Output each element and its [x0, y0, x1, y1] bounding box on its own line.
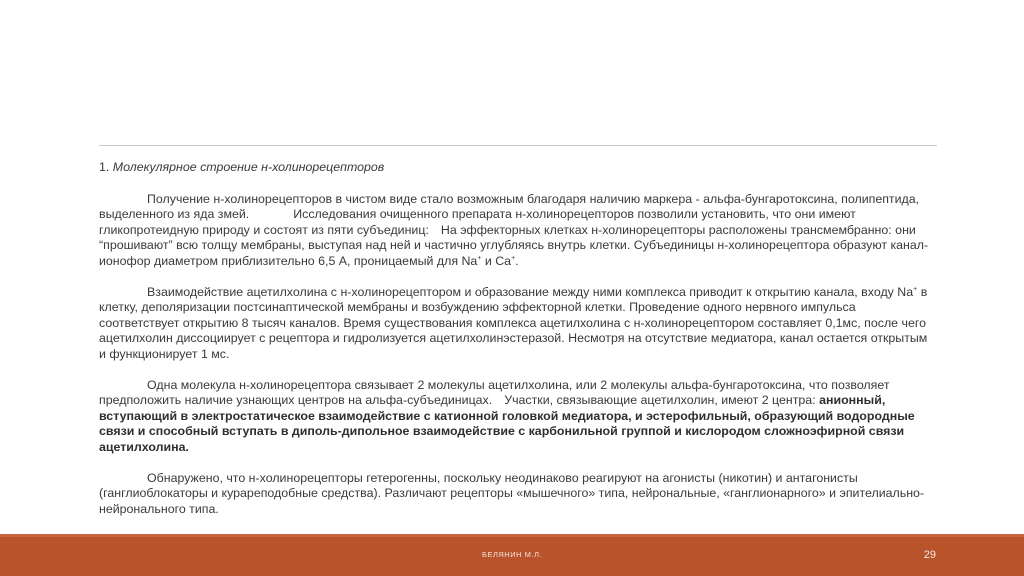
p1-sentence-1: Получение н-холинорецепторов в чистом виде стало возможным благодаря наличию маркера - альфа-бунгаротоксина, полипептида, выделенного из яда змей.	[99, 191, 920, 222]
slide-body	[99, 160, 929, 532]
heading-number: 1.	[99, 160, 110, 174]
p1-sentence-2: Исследования очищенного препарата н-холинорецепторов позволили установить, что они имеют гликопротеидную природу и состоят из пяти субъединиц:	[99, 207, 856, 237]
p4-text: Обнаружено, что н-холинорецепторы гетерогенны, поскольку неодинаково реагируют на агонисты (никотин) и антагонисты (ганглиоблокаторы и курареподобные средства). Различают рецепторы «мышечного» типа, нейрональные, «ганглионарного» и эпителиально-нейронального типа.	[99, 470, 925, 516]
p1-sentence-3: На эффекторных клетках н-холинорецепторы расположены трансмембранно: они “прошивают” всю толщу мембраны, выступая над ней и частично углубляясь внутрь клетки. Субъединицы н-холинорецептора образуют канал-ионофор диаметром приблизительно 6,5 А, проницаемый для Na	[99, 222, 929, 268]
p1-end: .	[515, 253, 519, 268]
page-number: 29	[923, 549, 936, 561]
p1-sup-1: +	[477, 254, 482, 262]
p1-sup-2: +	[511, 254, 516, 262]
footer-author: БЕЛЯНИН М.Л.	[482, 550, 542, 559]
p2-sup: +	[913, 285, 918, 293]
heading-text: Молекулярное строение н-холинорецепторов	[112, 160, 385, 174]
p2-part-1: Взаимодействие ацетилхолина с н-холинорецептором и образование между ними комплекса приводит к открытию канала, входу Na	[147, 284, 914, 299]
p3-sentence-2: Участки, связывающие ацетилхолин, имеют 2 центра:	[504, 393, 816, 408]
paragraph-3	[99, 378, 929, 456]
p3-sentence-1: Одна молекула н-холинорецептора связывает 2 молекулы ацетилхолина, или 2 молекулы альфа-бунгаротоксина, что позволяет предположить наличие узнающих центров на альфа-субъединицах.	[99, 377, 890, 408]
p3-bold-text: анионный, вступающий в электростатическое взаимодействие с катионной головкой медиатора, и эстерофильный, образующий водородные связи и способный вступать в диполь-дипольное взаимодействие с карбонильной группой и кислородом сложноэфирной связи ацетилхолина.	[99, 393, 915, 454]
p2-part-2: в клетку, деполяризации постсинаптической мембраны и возбуждению эффекторной клетки. Проведение одного нервного импульса соответствует открытию 8 тысяч каналов. Время существования комплекса ацетилхолина с н-холинорецептором составляет 0,1мс, после чего ацетилхолин диссоциирует с рецептора и гидролизуется ацетилхолинэстеразой. Несмотря на отсутствие медиатора, канал остается открытым и функционирует 1 мс.	[99, 284, 928, 361]
paragraph-2	[99, 285, 929, 363]
p1-and: и Ca	[481, 253, 512, 268]
section-heading	[99, 160, 929, 176]
paragraph-4	[99, 471, 929, 518]
title-divider	[99, 145, 937, 146]
paragraph-1	[99, 192, 929, 270]
